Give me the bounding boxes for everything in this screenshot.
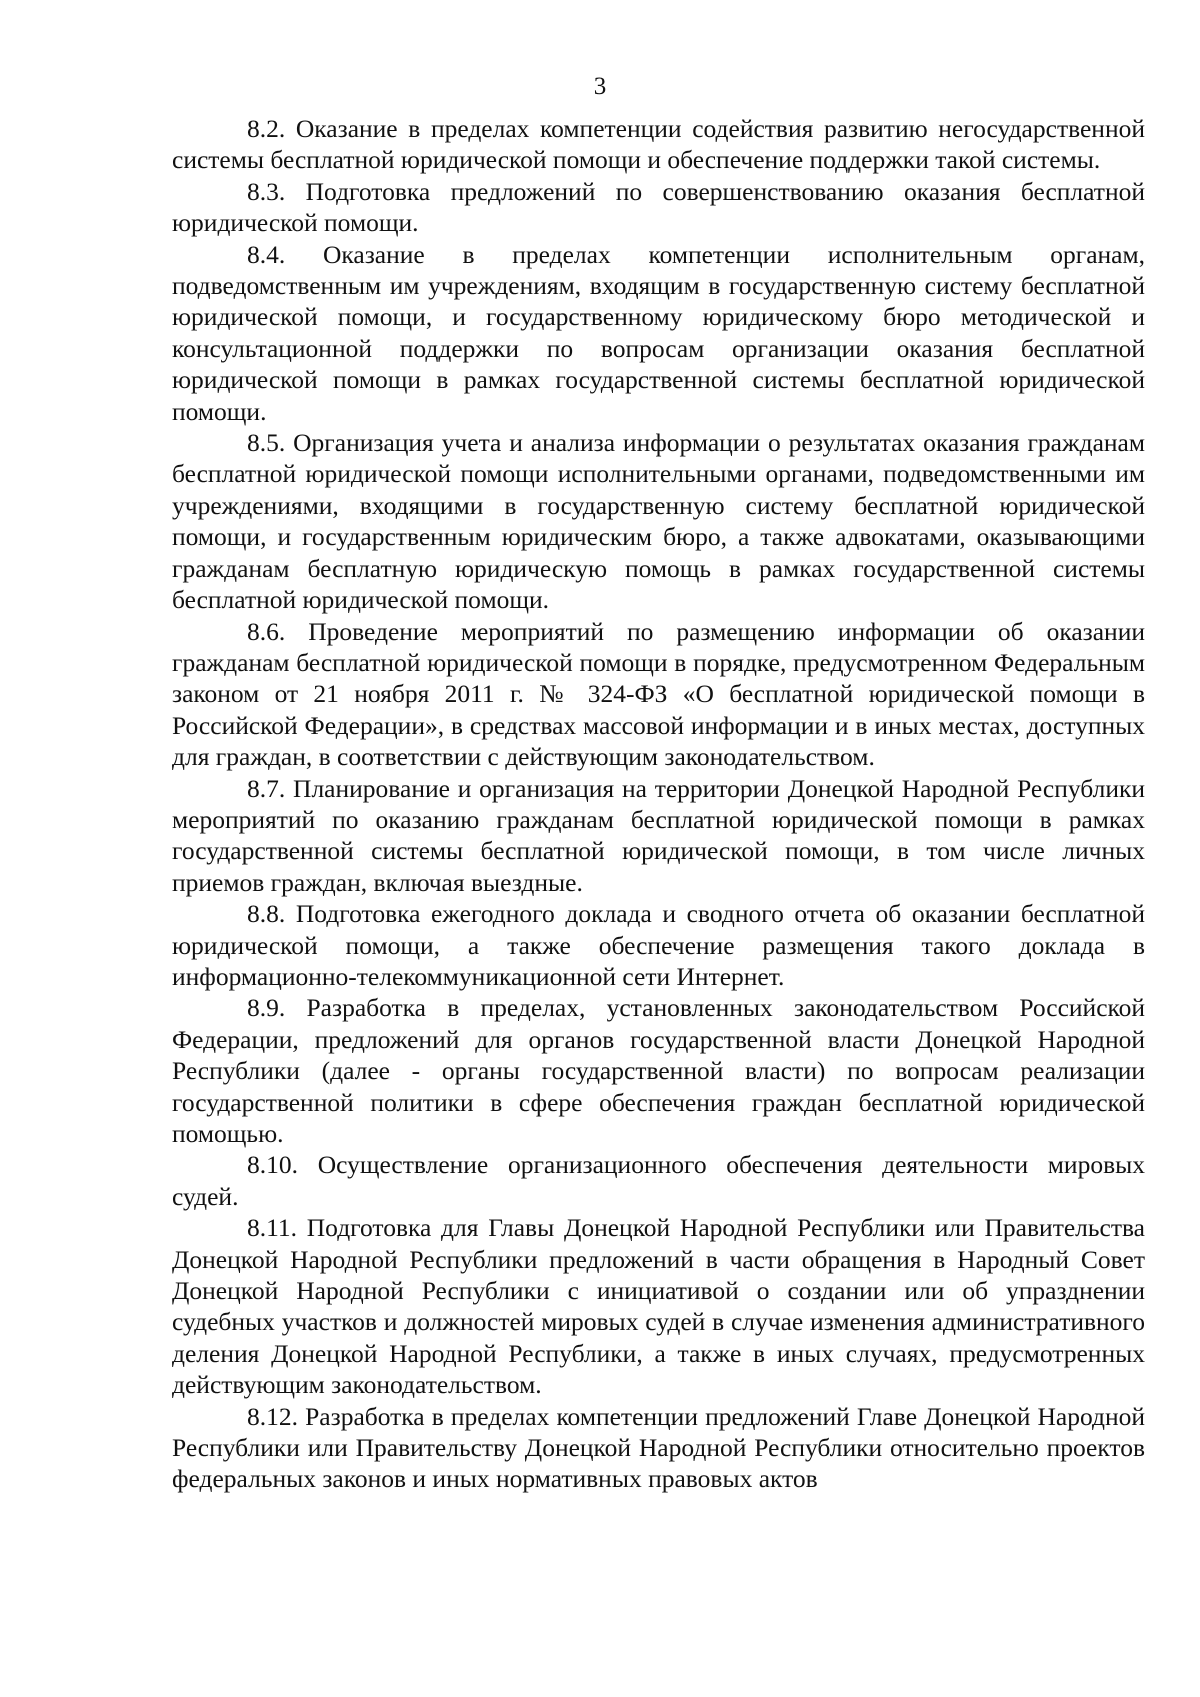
paragraph-8-2: 8.2. Оказание в пределах компетенции содействия развитию негосударственной системы бесплатной юридической помощи и обеспечение поддержки такой системы. [172,114,1145,175]
paragraph-8-4: 8.4. Оказание в пределах компетенции исполнительным органам, подведомственным им учреждениям, входящим в государственную систему бесплатной юридической помощи, и государственному юридическому бюро методической и консультационной поддержки по вопросам организации оказания бесплатной юридической помощи в рамках государственной системы бесплатной юридической помощи. [172,239,1145,426]
paragraph-8-7: 8.7. Планирование и организация на территории Донецкой Народной Республики мероприятий по оказанию гражданам бесплатной юридической помощи в рамках государственной системы бесплатной юридической помощи, в том числе личных приемов граждан, включая выездные. [172,773,1145,897]
paragraph-8-12: 8.12. Разработка в пределах компетенции предложений Главе Донецкой Народной Республики или Правительству Донецкой Народной Республики относительно проектов федеральных законов и иных нормативных правовых актов [172,1401,1145,1494]
page-number: 3 [593,73,607,100]
paragraph-8-3: 8.3. Подготовка предложений по совершенствованию оказания бесплатной юридической помощи. [172,176,1145,238]
document-body [172,113,1145,1495]
paragraph-8-5: 8.5. Организация учета и анализа информации о результатах оказания гражданам бесплатной юридической помощи исполнительными органами, подведомственными им учреждениями, входящими в государственную систему бесплатной юридической помощи, и государственным юридическим бюро, а также адвокатами, оказывающими гражданам бесплатную юридическую помощь в рамках государственной системы бесплатной юридической помощи. [172,428,1145,615]
paragraph-8-8: 8.8. Подготовка ежегодного доклада и сводного отчета об оказании бесплатной юридической помощи, а также обеспечение размещения такого доклада в информационно-телекоммуникационной сети Интернет. [172,899,1145,991]
paragraph-8-9: 8.9. Разработка в пределах, установленных законодательством Российской Федерации, предложений для органов государственной власти Донецкой Народной Республики (далее - органы государственной власти) по вопросам реализации государственной политики в сфере обеспечения граждан бесплатной юридической помощью. [172,993,1145,1148]
paragraph-8-6: 8.6. Проведение мероприятий по размещению информации об оказании гражданам бесплатной юридической помощи в порядке, предусмотренном Федеральным законом от 21 ноября 2011 г. № 324-ФЗ «О бесплатной юридической помощи в Российской Федерации», в средствах массовой информации и в иных местах, доступных для граждан, в соответствии с действующим законодательством. [172,616,1145,772]
paragraph-8-11: 8.11. Подготовка для Главы Донецкой Народной Республики или Правительства Донецкой Народной Республики предложений в части обращения в Народный Совет Донецкой Народной Республики с инициативой о создании или об упразднении судебных участков и должностей мировых судей в случае изменения административного деления Донецкой Народной Республики, а также в иных случаях, предусмотренных действующим законодательством. [172,1213,1145,1400]
paragraph-8-10: 8.10. Осуществление организационного обеспечения деятельности мировых судей. [172,1150,1145,1211]
